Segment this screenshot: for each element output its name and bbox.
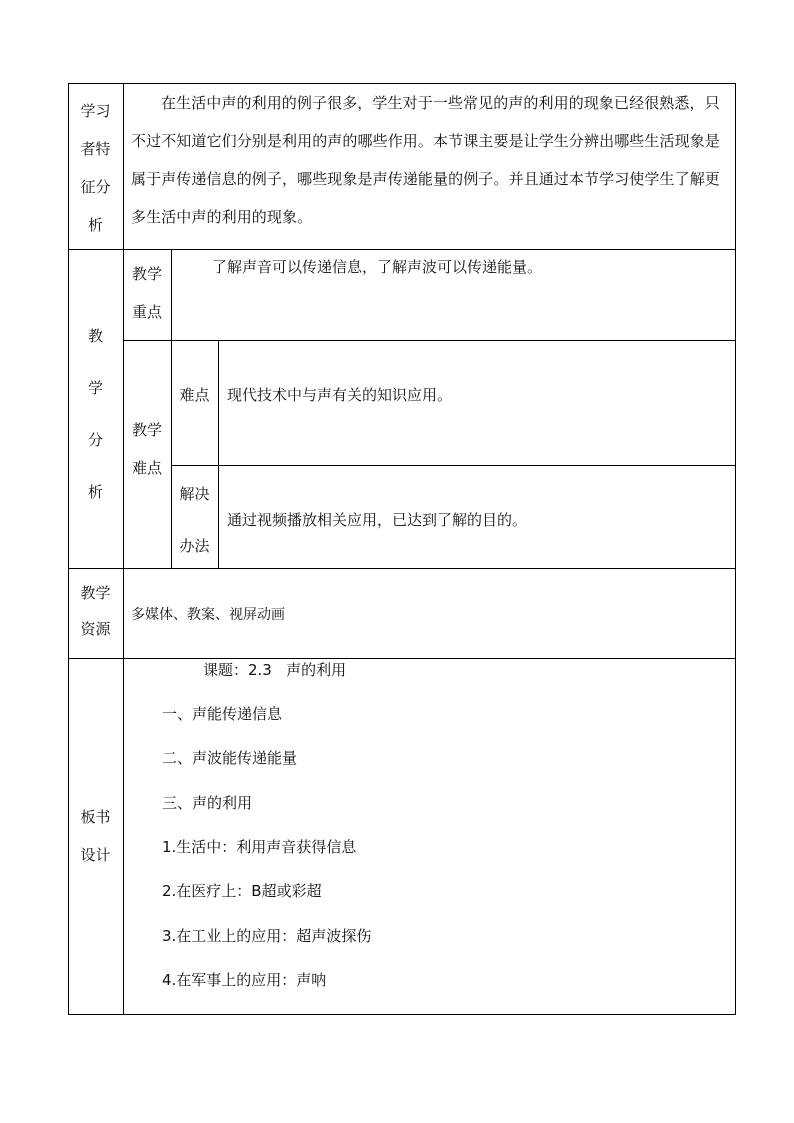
solution-label xyxy=(171,468,218,572)
analysis-label-line: 析 xyxy=(87,483,103,501)
analysis-keypoint-divider xyxy=(123,340,736,341)
resources-content: 多媒体、教案、视屏动画 xyxy=(131,607,285,623)
solution-label-line: 解决 xyxy=(179,485,210,503)
board-item: 三、声的利用 xyxy=(162,794,253,812)
board-item: 二、声波能传递能量 xyxy=(162,749,298,767)
key-points-label-line: 重点 xyxy=(131,303,162,321)
analysis-label-line: 学 xyxy=(87,379,103,397)
analysis-label-line: 教 xyxy=(87,327,103,345)
analysis-label-line: 分 xyxy=(87,431,103,449)
label-column-divider xyxy=(123,83,124,1015)
key-points-content: 了解声音可以传递信息，了解声波可以传递能量。 xyxy=(212,258,543,276)
board-topic: 课题：2.3 声的利用 xyxy=(203,661,347,679)
solution-content: 通过视频播放相关应用，已达到了解的目的。 xyxy=(227,511,528,529)
table-border-right xyxy=(735,83,736,1015)
board-item: 4.在军事上的应用：声呐 xyxy=(162,971,327,989)
learner-label-line: 学习 xyxy=(80,102,111,120)
resources-label xyxy=(68,575,123,647)
analysis-inner-divider xyxy=(218,340,219,568)
key-points-label-line: 教学 xyxy=(131,265,162,283)
board-item: 3.在工业上的应用：超声波探伤 xyxy=(162,927,372,945)
difficulties-label-line: 教学 xyxy=(131,421,162,439)
resources-label-line: 教学 xyxy=(80,584,111,602)
learner-content: 在生活中声的利用的例子很多，学生对于一些常见的声的利用的现象已经很熟悉，只不过不知道它们分别是利用的声的哪些作用。本节课主要是让学生分辨出哪些生活现象是属于声传递信息的例子，哪些现象是声传递能量的例子。并且通过本节学习使学生了解更多生活中声的利用的现象。 xyxy=(131,94,720,226)
board-label xyxy=(68,798,123,874)
difficulty-label: 难点 xyxy=(179,386,210,404)
board-label-line: 板书 xyxy=(80,808,111,826)
difficulties-label-line: 难点 xyxy=(131,459,162,477)
row-divider-3 xyxy=(68,658,736,659)
row-divider-1 xyxy=(68,249,736,250)
board-item: 2.在医疗上：B超或彩超 xyxy=(162,882,322,900)
learner-label-line: 析 xyxy=(87,216,103,234)
learner-label-line: 征分 xyxy=(80,178,111,196)
key-points-label xyxy=(123,255,171,331)
difficulty-content: 现代技术中与声有关的知识应用。 xyxy=(227,386,453,404)
resources-label-line: 资源 xyxy=(80,620,111,638)
learner-label-line: 者特 xyxy=(80,140,111,158)
row-divider-2 xyxy=(68,568,736,569)
board-label-line: 设计 xyxy=(80,846,111,864)
analysis-difficulty-divider xyxy=(171,465,736,466)
solution-label-line: 办法 xyxy=(179,537,210,555)
board-item: 1.生活中：利用声音获得信息 xyxy=(162,838,357,856)
learner-label xyxy=(68,92,123,244)
table-border-bottom xyxy=(68,1014,736,1015)
analysis-label xyxy=(68,310,123,518)
board-item: 一、声能传递信息 xyxy=(162,705,283,723)
difficulties-label xyxy=(123,411,171,487)
